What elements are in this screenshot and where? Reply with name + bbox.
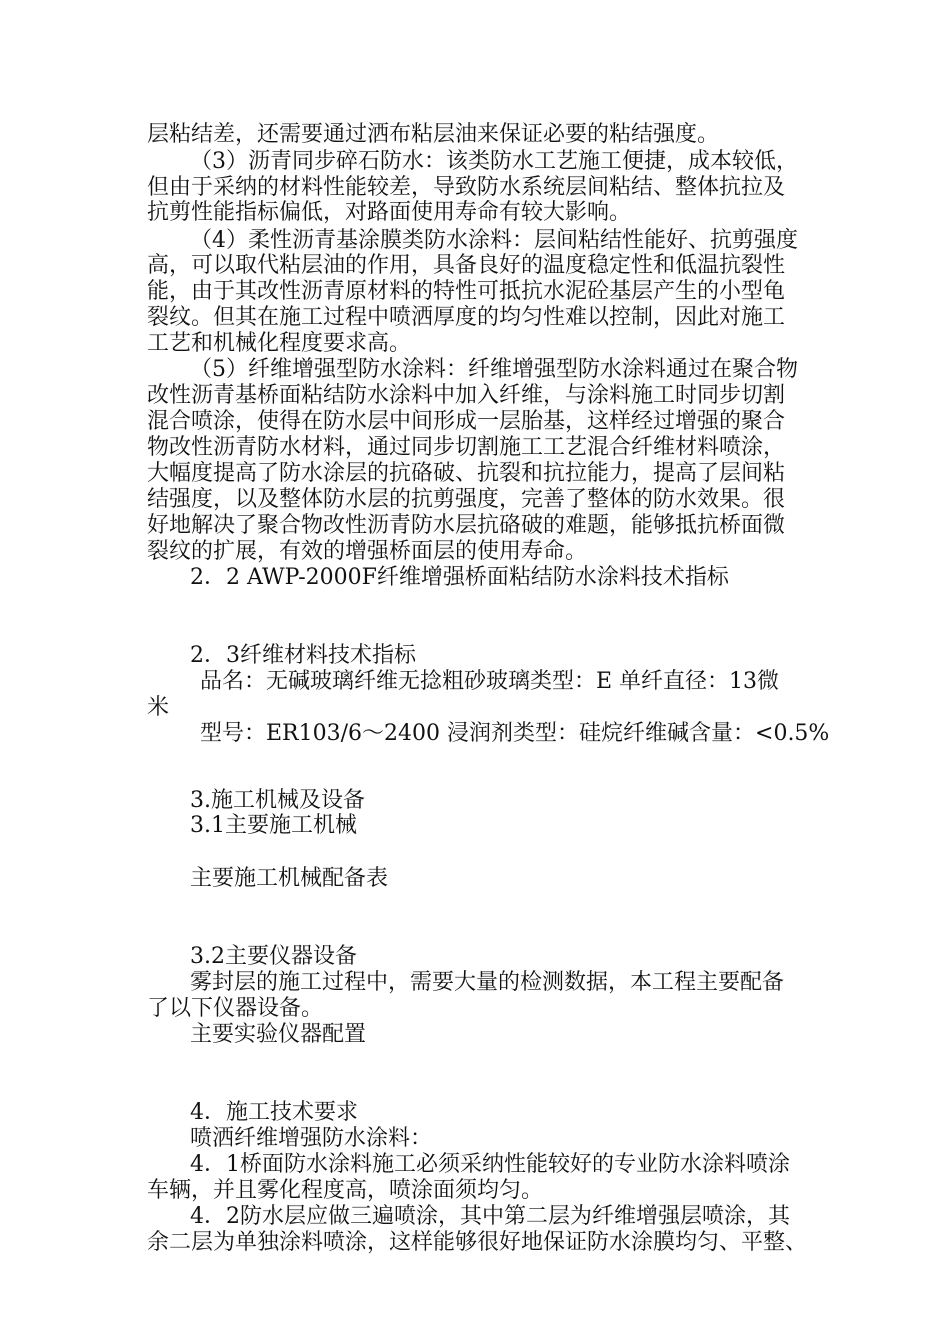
text-line: 4．1桥面防水涂料施工必须采纳性能较好的专业防水涂料喷涂 [190,1152,790,1177]
text-line: 雾封层的施工过程中，需要大量的检测数据，本工程主要配备 [190,970,785,995]
text-line: 裂纹的扩展，有效的增强桥面层的使用寿命。 [147,539,588,564]
text-line: 余二层为单独涂料喷涂，这样能够很好地保证防水涂膜均匀、平整、 [147,1230,808,1255]
text-line: （3）沥青同步碎石防水：该类防水工艺施工便捷，成本较低， [190,149,798,174]
text-line: 品名：无碱玻璃纤维无捻粗砂玻璃类型：E 单纤直径：13微 [200,669,780,694]
text-line: 大幅度提高了防水涂层的抗硌破、抗裂和抗拉能力，提高了层间粘 [147,461,786,486]
text-line: 喷洒纤维增强防水涂料： [190,1126,433,1151]
text-line: 结强度，以及整体防水层的抗剪强度，完善了整体的防水效果。很 [147,487,786,512]
section-heading: 3.1主要施工机械 [190,813,357,838]
text-line: 层粘结差，还需要通过洒布粘层油来保证必要的粘结强度。 [147,122,720,147]
text-line: 高，可以取代粘层油的作用，具备良好的温度稳定性和低温抗裂性 [147,253,786,278]
text-line: 裂纹。但其在施工过程中喷洒厚度的均匀性难以控制，因此对施工 [147,305,786,330]
text-line: 物改性沥青防水材料，通过同步切割施工工艺混合纤维材料喷涂， [147,435,786,460]
text-line: 混合喷涂，使得在防水层中间形成一层胎基，这样经过增强的聚合 [147,409,786,434]
text-line: 了以下仪器设备。 [147,996,324,1021]
text-line: 工艺和机械化程度要求高。 [147,331,412,356]
text-line: （4）柔性沥青基涂膜类防水涂料：层间粘结性能好、抗剪强度 [190,228,798,253]
section-heading: 4．施工技术要求 [190,1100,358,1125]
text-line: 能，由于其改性沥青原材料的特性可抵抗水泥砼基层产生的小型龟 [147,279,786,304]
text-line: 米 [147,695,170,720]
section-heading: 2．2 AWP-2000F纤维增强桥面粘结防水涂料技术指标 [190,565,729,590]
section-heading: 2．3纤维材料技术指标 [190,643,416,668]
text-line: 型号：ER103/6～2400 浸润剂类型：硅烷纤维碱含量：<0.5% [200,721,830,746]
text-line: （5）纤维增强型防水涂料：纤维增强型防水涂料通过在聚合物 [190,357,798,382]
text-line: 车辆，并且雾化程度高，喷涂面须均匀。 [147,1178,544,1203]
table-caption: 主要施工机械配备表 [190,866,389,891]
text-line: 改性沥青基桥面粘结防水涂料中加入纤维，与涂料施工时同步切割 [147,383,786,408]
text-line: 好地解决了聚合物改性沥青防水层抗硌破的难题，能够抵抗桥面微 [147,513,786,538]
section-heading: 3.2主要仪器设备 [190,944,357,969]
text-line: 4．2防水层应做三遍喷涂，其中第二层为纤维增强层喷涂，其 [190,1204,790,1229]
text-line: 抗剪性能指标偏低，对路面使用寿命有较大影响。 [147,200,632,225]
section-heading: 3.施工机械及设备 [190,788,365,813]
text-line: 但由于采纳的材料性能较差，导致防水系统层间粘结、整体抗拉及 [147,175,786,200]
table-caption: 主要实验仪器配置 [190,1022,367,1047]
